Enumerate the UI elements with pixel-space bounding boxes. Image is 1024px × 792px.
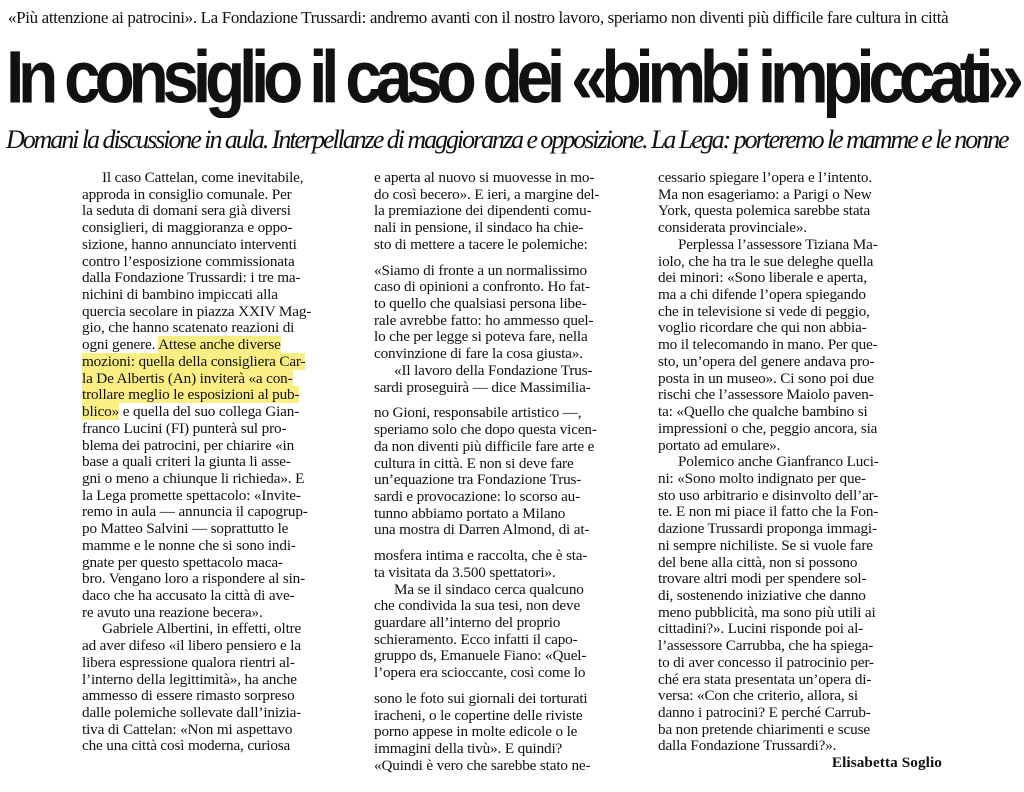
text-line: gnate per questo spettacolo maca- <box>82 553 283 571</box>
text-line: cultura in città. E non si deve fare <box>374 454 574 472</box>
text-line: approda in consiglio comunale. Per <box>82 185 292 203</box>
text-line: mo il telecomando in mano. Per que- <box>658 336 878 354</box>
text-line: una mostra di Darren Almond, di at- <box>374 521 590 539</box>
text-line <box>82 371 368 388</box>
text-line: Polemico anche Gianfranco Luci- <box>678 453 879 471</box>
text-line: ché era stata presentata un’opera di- <box>658 670 872 688</box>
text-line: rale avrebbe fatto: ho ammesso quel- <box>374 311 594 329</box>
text-line: che condivida la sua tesi, non deve <box>374 597 581 615</box>
text-line: un’equazione tra Fondazione Trus- <box>374 471 582 489</box>
text-line: l’assessore Carrubba, che ha spiega- <box>658 637 874 655</box>
text-line: do così becero». E ieri, a margine del- <box>374 185 600 203</box>
article-headline: In consiglio il caso dei «bimbi impiccati» <box>6 35 1018 119</box>
text-line: iolo, che ha tra le sue deleghe quella <box>658 252 874 270</box>
text-line: mosfera intima e raccolta, che è sta- <box>374 547 588 565</box>
article-subheadline: Domani la discussione in aula. Interpellanze di maggioranza e opposizione. La Lega: porteremo le mamme e le nonne <box>6 125 1008 154</box>
article-kicker: «Più attenzione ai patrocini». La Fondazione Trussardi: andremo avanti con il nostro lavoro, speriamo non diventi più difficile fare cultura in città <box>8 8 949 27</box>
text-line: ad aver difeso «il libero pensiero e la <box>82 637 301 655</box>
text-line: dalle polemiche sollevate dall’inizia- <box>82 704 302 721</box>
text-line: ta visitata da 3.500 spettatori». <box>374 563 556 581</box>
article-column-2 <box>374 170 654 774</box>
text-line: impressioni o che, peggio ancora, sia <box>658 419 878 437</box>
text-line: che una città così moderna, curiosa <box>82 737 291 755</box>
text-line: portato ad emulare». <box>658 436 781 454</box>
text-line: Il caso Cattelan, come inevitabile, <box>102 169 304 186</box>
text-line: del bene alla città, non si possono <box>658 553 858 571</box>
text-line: la Lega promette spettacolo: «Invite- <box>82 486 301 504</box>
text-line: Gabriele Albertini, in effetti, oltre <box>102 620 302 638</box>
text-line: di, sostenendo iniziative che danno <box>658 586 866 604</box>
text-line: posta in un museo». Ci sono poi due <box>658 369 874 387</box>
highlighted-text: trollare meglio le esposizioni al pub- <box>82 386 300 404</box>
text-line: Perplessa l’assessore Tiziana Ma- <box>678 235 878 253</box>
text-line: ta: «Quello che qualche bambino si <box>658 403 868 421</box>
text-line: immagini della tivù». E quindi? <box>374 740 563 757</box>
text-line: gio, che hanno scatenato reazioni di <box>82 319 295 337</box>
text-line: e aperta al nuovo si muovesse in mo- <box>374 169 595 186</box>
text-line: gni o meno a chiunque li richieda». E <box>82 469 305 487</box>
text-line: dei minori: «Sono liberale e aperta, <box>658 269 867 287</box>
text-line: contro l’esposizione commissionata <box>82 252 295 270</box>
text-line: nichini di bambino impiccati alla <box>82 286 278 304</box>
text-line: «Quindi è vero che sarebbe stato ne- <box>374 756 591 774</box>
text-line: base a quali criteri la giunta li asse- <box>82 453 291 471</box>
text-line: sardi proseguirà — dice Massimilia- <box>374 378 591 396</box>
text-line: tiva di Cattelan: «Non mi aspettavo <box>82 720 293 738</box>
text-line: che in televisione si vede di peggio, <box>658 302 870 320</box>
text-line: lo che per legge si poteva fare, nella <box>374 328 588 346</box>
text-segment: ogni genere. <box>82 336 156 354</box>
text-line: tunno abbiamo portato a Milano <box>374 504 566 522</box>
highlighted-text: Attese anche diverse <box>158 336 281 354</box>
text-line <box>82 354 368 371</box>
text-line: York, questa polemica sarebbe stata <box>658 202 871 220</box>
text-line: versa: «Con che criterio, allora, si <box>658 687 858 705</box>
text-line: ma a chi difende l’opera spiegando <box>658 286 866 304</box>
text-line: po Matteo Salvini — soprattutto le <box>82 520 289 538</box>
text-line: Ma non esageriamo: a Parigi o New <box>658 185 872 203</box>
text-line: no Gioni, responsabile artistico —, <box>374 404 582 422</box>
text-line: sono le foto sui giornali dei torturati <box>374 689 588 707</box>
article-byline: Elisabetta Soglio <box>831 754 942 772</box>
text-line: schieramento. Ecco infatti il capo- <box>374 630 578 648</box>
text-line: convinzione di fare la cosa giusta». <box>374 345 583 363</box>
highlighted-text: blico» <box>82 403 120 421</box>
text-line: libera espressione qualora rientri al- <box>82 653 295 671</box>
text-line: consiglieri, di maggioranza e oppo- <box>82 219 293 237</box>
text-line: ni sempre nichiliste. Se si vuole fare <box>658 536 873 554</box>
text-line: l’interno della legittimità», ha anche <box>82 670 297 688</box>
text-line: porno appese in molte edicole o le <box>374 723 578 741</box>
text-line: danno i patrocini? E perché Carrub- <box>658 704 871 721</box>
text-line: dalla Fondazione Trussardi?». <box>658 737 837 755</box>
text-line: «Siamo di fronte a un normalissimo <box>374 261 587 279</box>
text-line: voglio ricordare che qui non abbia- <box>658 319 867 337</box>
article-column-3 <box>658 170 942 772</box>
text-line: rischi che l’assessore Maiolo paven- <box>658 386 874 404</box>
text-line: sto, un’opera del genere andava pro- <box>658 352 875 370</box>
text-line: nali in pensione, il sindaco ha chie- <box>374 219 584 237</box>
text-line <box>82 404 368 421</box>
text-line: dazione Trussardi proponga immagi- <box>658 520 877 538</box>
text-line: Ma se il sindaco cerca qualcuno <box>394 580 584 598</box>
text-line: sizione, hanno annunciato interventi <box>82 235 297 253</box>
text-line: re avuto una reazione becera». <box>82 603 263 621</box>
text-line: ammesso di essere rimasto sorpreso <box>82 687 295 705</box>
text-line: quercia secolare in piazza XXIV Mag- <box>82 302 312 320</box>
article-column-1 <box>82 170 368 755</box>
text-line: speriamo solo che dopo questa vicen- <box>374 421 597 439</box>
text-line: considerata provinciale». <box>658 219 807 237</box>
text-line <box>82 387 368 404</box>
text-line <box>82 337 368 354</box>
text-line: blema dei patrocini, per chiarire «in <box>82 436 295 454</box>
text-line: remo in aula — annuncia il capogrup- <box>82 503 308 521</box>
text-line: mamme e le nonne che si sono indi- <box>82 536 296 554</box>
text-line: ni: «Sono molto indignato per que- <box>658 469 866 487</box>
text-line: da non diventi più difficile fare arte e <box>374 437 595 455</box>
text-line: trovare altri modi per spendere sol- <box>658 570 867 588</box>
text-line: la seduta di domani sera già diversi <box>82 202 291 220</box>
text-line: cessario spiegare l’opera e l’intento. <box>658 169 872 186</box>
text-line: caso di opinioni a confronto. Ho fat- <box>374 278 590 296</box>
text-line: meno pubblicità, ma sono più utili ai <box>658 603 876 621</box>
highlighted-text: mozioni: quella della consigliera Car- <box>82 352 306 370</box>
text-line: «Il lavoro della Fondazione Trus- <box>394 361 593 379</box>
text-line: gruppo ds, Emanuele Fiano: «Quel- <box>374 647 587 665</box>
text-line: to di aver concesso il patrocinio per- <box>658 653 874 671</box>
text-line: bro. Vengano loro a rispondere al sin- <box>82 570 306 588</box>
text-line: ba non pretende chiarimenti e scuse <box>658 720 870 738</box>
text-line: cittadini?». Lucini risponde poi al- <box>658 620 864 638</box>
text-line: te. E non mi piace il fatto che la Fon- <box>658 503 879 521</box>
text-line: to quello che qualsiasi persona libe- <box>374 295 587 313</box>
text-line: dalla Fondazione Trussardi: i tre ma- <box>82 269 301 287</box>
highlighted-text: la De Albertis (An) inviterà «a con- <box>82 369 293 387</box>
text-line: la premiazione dei dipendenti comu- <box>374 202 592 220</box>
text-line: daco che ha accusato la città di ave- <box>82 586 295 604</box>
text-line: sto uso arbitrario e disinvolto dell’ar- <box>658 486 879 504</box>
text-line: iracheni, o le copertine delle riviste <box>374 706 583 724</box>
text-line: l’opera era scioccante, così come lo <box>374 664 586 682</box>
text-line: sto di mettere a tacere le polemiche: <box>374 235 588 253</box>
text-line: franco Lucini (FI) punterà sul pro- <box>82 419 287 437</box>
text-line: guardare all’interno del proprio <box>374 613 561 631</box>
text-line: sardi e provocazione: lo scorso au- <box>374 487 581 505</box>
text-segment: e quella del suo collega Gian- <box>119 403 300 421</box>
